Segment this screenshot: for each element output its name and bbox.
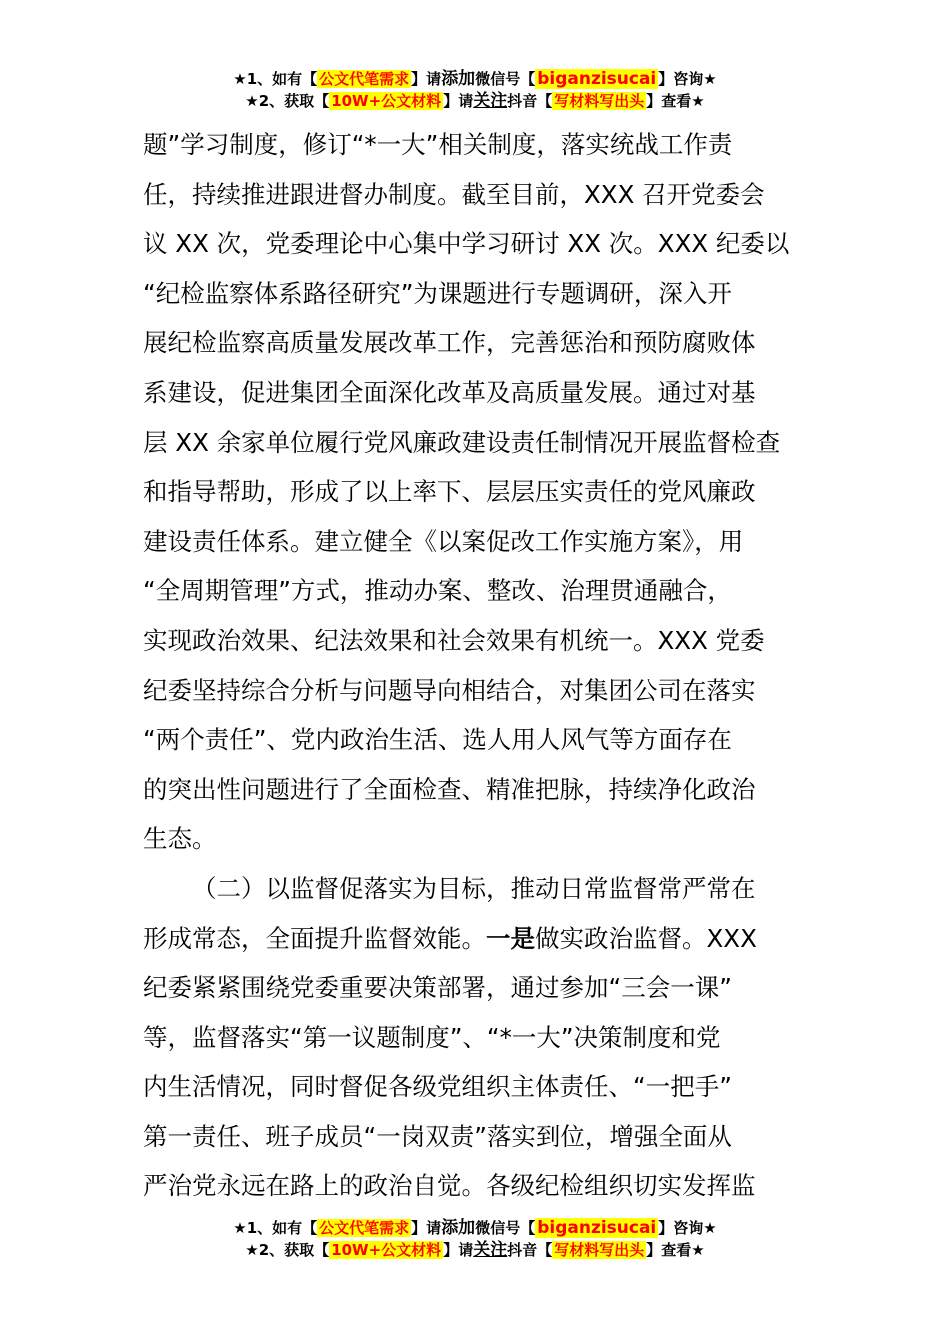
banner-line-2: ★2、获取【 10W+公文材料 】请关注抖音【 写材料写出头 】查看★ bbox=[245, 1240, 705, 1260]
text-line: 严治党永远在路上的政治自觉。各级纪检组织切实发挥监 bbox=[143, 1171, 756, 1201]
text-line: “两个责任”、党内政治生活、选人用人风气等方面存在 bbox=[143, 725, 732, 755]
text-line: 和指导帮助，形成了以上率下、层层压实责任的党风廉政 bbox=[143, 477, 756, 507]
text-line: 层 XX 余家单位履行党风廉政建设责任制情况开展监督检查 bbox=[143, 427, 781, 457]
text-line: “纪检监察体系路径研究”为课题进行专题调研，深入开 bbox=[143, 278, 732, 308]
text-line: 等，监督落实“第一议题制度”、“*一大”决策制度和党 bbox=[143, 1022, 721, 1052]
top-banner bbox=[0, 68, 950, 112]
text-line: 实现政治效果、纪法效果和社会效果有机统一。XXX 党委 bbox=[143, 625, 765, 655]
highlight-materials: 10W+公文材料 bbox=[331, 92, 442, 110]
section-heading-line: （二）以监督促落实为目标，推动日常监督常严常在 bbox=[192, 873, 756, 903]
banner-line-2: ★2、获取【 10W+公文材料 】请关注抖音【 写材料写出头 】查看★ bbox=[245, 91, 705, 111]
text-line: 生态。 bbox=[143, 824, 217, 854]
text-line: 内生活情况，同时督促各级党组织主体责任、“一把手” bbox=[143, 1072, 732, 1102]
text-line: 纪委坚持综合分析与问题导向相结合，对集团公司在落实 bbox=[143, 675, 756, 705]
highlight-wechat-id: biganzisucai bbox=[537, 69, 657, 89]
highlight-douyin: 写材料写出头 bbox=[554, 1241, 645, 1259]
bold-lead: 一是 bbox=[486, 923, 535, 953]
highlight-service: 公文代笔需求 bbox=[319, 1219, 410, 1237]
highlight-materials: 10W+公文材料 bbox=[331, 1241, 442, 1259]
text-line: 第一责任、班子成员“一岗双责”落实到位，增强全面从 bbox=[143, 1121, 732, 1151]
text-line: 建设责任体系。建立健全《以案促改工作实施方案》，用 bbox=[143, 526, 744, 556]
text-line: 任，持续推进跟进督办制度。截至目前，XXX 召开党委会 bbox=[143, 179, 765, 209]
highlight-service: 公文代笔需求 bbox=[319, 70, 410, 88]
text-line: 纪委紧紧围绕党委重要决策部署，通过参加“三会一课” bbox=[143, 973, 732, 1003]
highlight-wechat-id: biganzisucai bbox=[537, 1218, 657, 1238]
banner-line-1: ★1、如有【 公文代笔需求 】请添加微信号【 biganzisucai 】咨询★ bbox=[233, 69, 717, 89]
text-line: 展纪检监察高质量发展改革工作，完善惩治和预防腐败体 bbox=[143, 328, 756, 358]
document-body bbox=[143, 120, 807, 1211]
text-line: “全周期管理”方式，推动办案、整改、治理贯通融合， bbox=[143, 576, 732, 606]
text-line: 的突出性问题进行了全面检查、精准把脉，持续净化政治 bbox=[143, 774, 756, 804]
bottom-banner bbox=[0, 1217, 950, 1261]
text-line: 议 XX 次，党委理论中心集中学习研讨 XX 次。XXX 纪委以 bbox=[143, 229, 790, 259]
text-line: 系建设，促进集团全面深化改革及高质量发展。通过对基 bbox=[143, 377, 756, 407]
banner-line-1: ★1、如有【 公文代笔需求 】请添加微信号【 biganzisucai 】咨询★ bbox=[233, 1218, 717, 1238]
highlight-douyin: 写材料写出头 bbox=[554, 92, 645, 110]
text-line: 形成常态，全面提升监督效能。一是做实政治监督。XXX bbox=[143, 923, 757, 953]
text-line: 题”学习制度，修订“*一大”相关制度，落实统战工作责 bbox=[143, 130, 733, 159]
